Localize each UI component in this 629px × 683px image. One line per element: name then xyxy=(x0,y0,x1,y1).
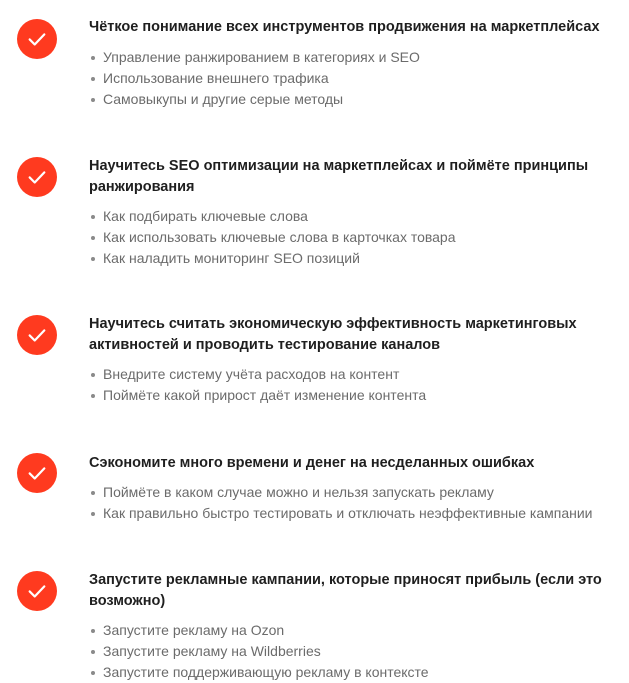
check-badge xyxy=(17,453,57,493)
check-badge xyxy=(17,19,57,59)
check-badge xyxy=(17,571,57,611)
benefit-title: Научитесь SEO оптимизации на маркетплейсах и поймёте принципы ранжирования xyxy=(89,158,589,195)
list-item: Запустите рекламу на Wildberries xyxy=(89,641,429,662)
benefit-list xyxy=(89,620,429,683)
list-item: Поймёте в каком случае можно и нельзя запускать рекламу xyxy=(89,482,593,503)
list-item: Как правильно быстро тестировать и отключать неэффективные кампании xyxy=(89,503,593,524)
benefit-list xyxy=(89,47,420,110)
list-item: Как наладить мониторинг SEO позиций xyxy=(89,248,456,269)
check-badge xyxy=(17,157,57,197)
benefit-list xyxy=(89,206,456,269)
check-icon xyxy=(26,324,48,346)
list-item: Управление ранжированием в категориях и SEO xyxy=(89,47,420,68)
check-icon xyxy=(26,580,48,602)
check-badge xyxy=(17,315,57,355)
list-item: Запустите поддерживающую рекламу в контексте xyxy=(89,662,429,683)
check-icon xyxy=(26,28,48,50)
list-item: Запустите рекламу на Ozon xyxy=(89,620,429,641)
list-item: Как подбирать ключевые слова xyxy=(89,206,456,227)
list-item: Поймёте какой прирост даёт изменение контента xyxy=(89,385,426,406)
benefit-title: Научитесь считать экономическую эффективность маркетинговых активностей и проводить тестирование каналов xyxy=(89,316,577,353)
check-icon xyxy=(26,462,48,484)
benefit-title: Чёткое понимание всех инструментов продвижения на маркетплейсах xyxy=(89,19,600,35)
list-item: Использование внешнего трафика xyxy=(89,68,420,89)
list-item: Внедрите систему учёта расходов на контент xyxy=(89,364,426,385)
check-icon xyxy=(26,166,48,188)
list-item: Как использовать ключевые слова в карточках товара xyxy=(89,227,456,248)
benefit-list xyxy=(89,482,593,524)
list-item: Самовыкупы и другие серые методы xyxy=(89,89,420,110)
benefit-title: Запустите рекламные кампании, которые приносят прибыль (если это возможно) xyxy=(89,572,602,609)
benefit-list xyxy=(89,364,426,406)
benefit-title: Сэкономите много времени и денег на несделанных ошибках xyxy=(89,455,535,471)
